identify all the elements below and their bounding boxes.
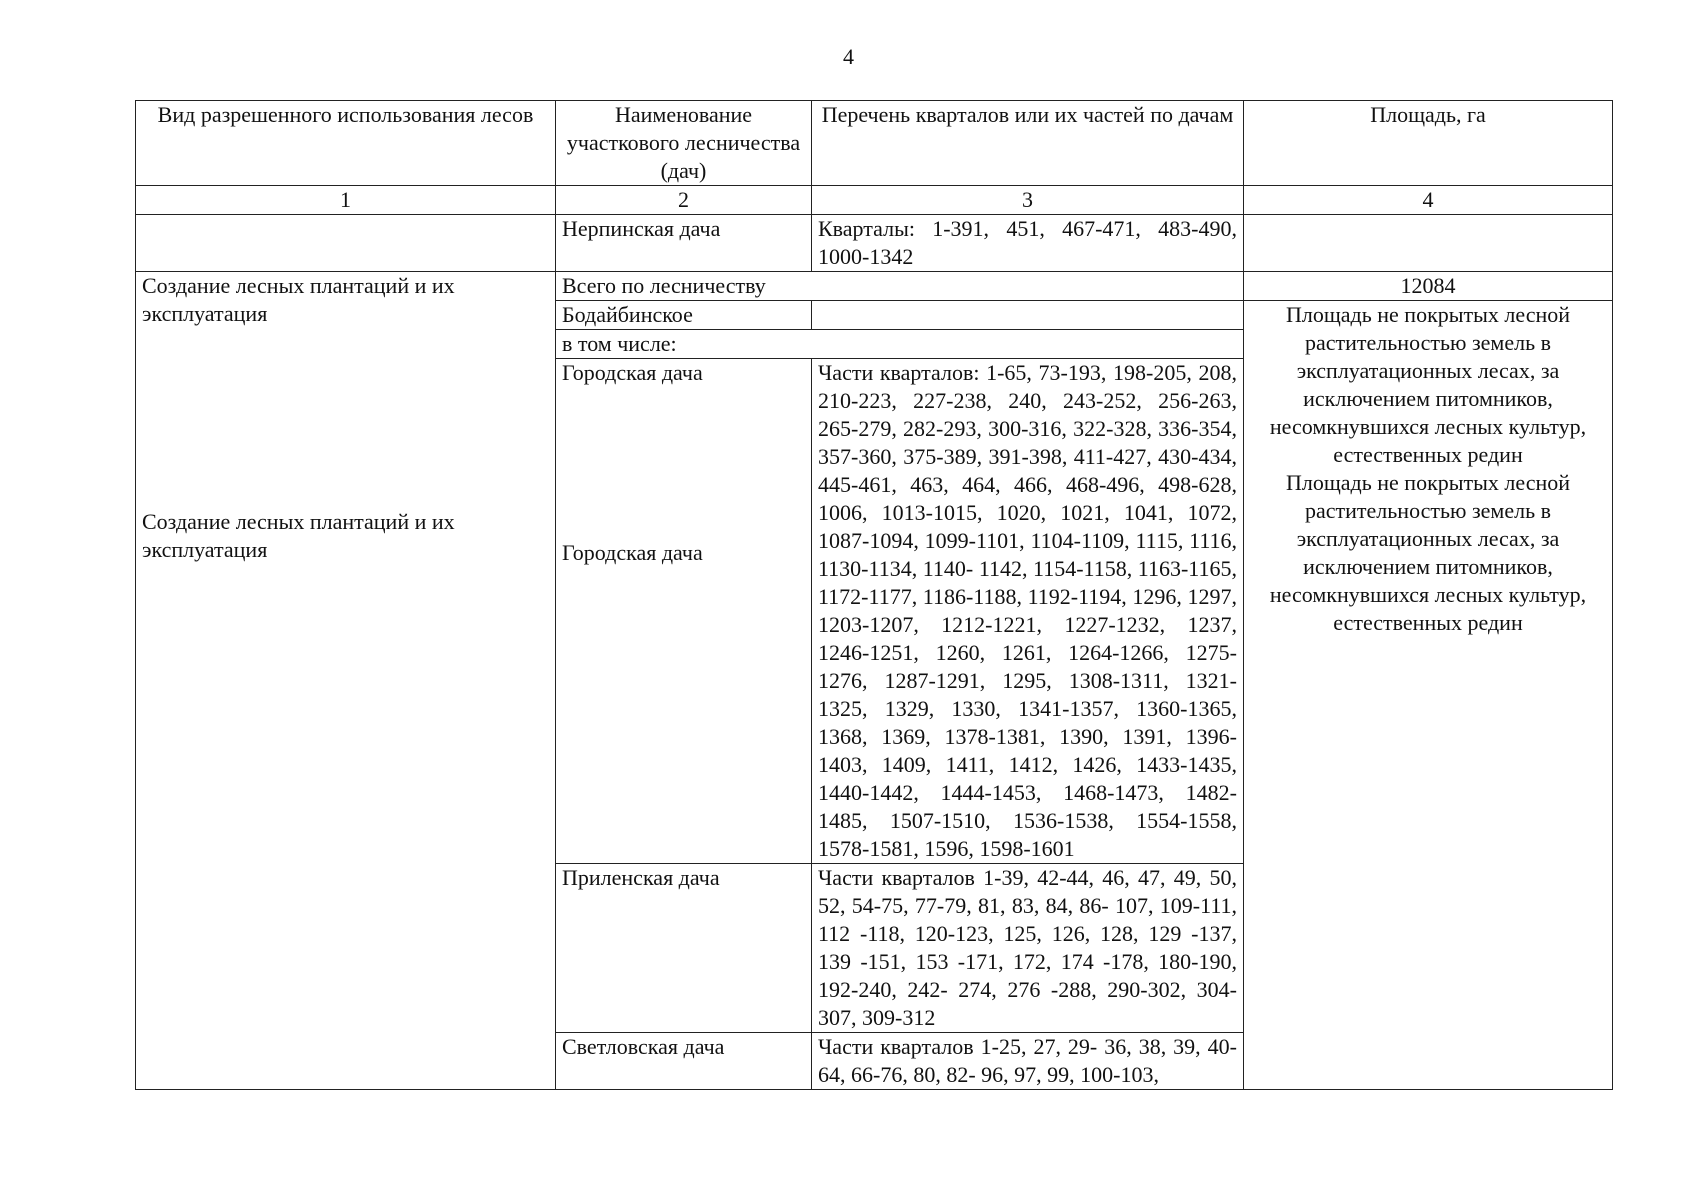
dacha-name-nerpinskaya: Нерпинская дача	[556, 215, 812, 272]
header-area: Площадь, га	[1244, 101, 1613, 186]
area-note: Площадь не покрытых лесной растительностью земель в эксплуатационных лесах, за исключением питомников, несомкнувшихся лесных культур, естественных редин	[1269, 302, 1587, 467]
total-label: Всего по лесничеству	[556, 272, 1244, 301]
dacha-name: Городская дача	[562, 360, 703, 385]
area-notes-cell	[1244, 301, 1613, 1090]
header-quarters: Перечень кварталов или их частей по дачам	[812, 101, 1244, 186]
column-number-2: 2	[556, 186, 812, 215]
empty-cell	[1244, 215, 1613, 272]
area-note-repeat: Площадь не покрытых лесной растительностью земель в эксплуатационных лесах, за исключением питомников, несомкнувшихся лесных культур, естественных редин	[1269, 470, 1587, 635]
dacha-name-prilenskaya: Приленская дача	[556, 864, 812, 1033]
table-row	[136, 215, 1613, 272]
column-number-3: 3	[812, 186, 1244, 215]
column-number-1: 1	[136, 186, 556, 215]
use-type-cell	[136, 272, 556, 1090]
dacha-name-repeat: Городская дача	[562, 540, 703, 565]
total-value: 12084	[1244, 272, 1613, 301]
use-type-label: Создание лесных плантаций и их эксплуатация	[142, 273, 455, 326]
header-use-type: Вид разрешенного использования лесов	[136, 101, 556, 186]
empty-cell	[136, 215, 556, 272]
quarters-svetlovskaya: Части кварталов 1-25, 27, 29- 36, 38, 39, 40-64, 66-76, 80, 82- 96, 97, 99, 100-103,	[812, 1033, 1244, 1090]
quarters-prilenskaya: Части кварталов 1-39, 42-44, 46, 47, 49, 50, 52, 54-75, 77-79, 81, 83, 84, 86- 107, 109-111, 112 -118, 120-123, 125, 126, 128, 129 -137, 139 -151, 153 -171, 172, 174 -178, 180-190, 192-240, 242- 274, 276 -288, 290-302, 304-307, 309-312	[812, 864, 1244, 1033]
empty-cell	[812, 301, 1244, 330]
column-number-4: 4	[1244, 186, 1613, 215]
header-forestry-name: Наименование участкового лесничества (дач)	[556, 101, 812, 186]
header-row	[136, 101, 1613, 186]
column-numbers-row	[136, 186, 1613, 215]
forest-use-table	[135, 100, 1613, 1090]
dacha-name-svetlovskaya: Светловская дача	[556, 1033, 812, 1090]
forestry-name: Бодайбинское	[556, 301, 812, 330]
including-label: в том числе:	[556, 330, 1244, 359]
table-row	[136, 272, 1613, 301]
quarters-nerpinskaya: Кварталы: 1-391, 451, 467-471, 483-490, 1000-1342	[812, 215, 1244, 272]
quarters-gorodskaya: Части кварталов: 1-65, 73-193, 198-205, 208, 210-223, 227-238, 240, 243-252, 256-263, 265-279, 282-293, 300-316, 322-328, 336-354, 357-360, 375-389, 391-398, 411-427, 430-434, 445-461, 463, 464, 466, 468-496, 498-628, 1006, 1013-1015, 1020, 1021, 1041, 1072, 1087-1094, 1099-1101, 1104-1109, 1115, 1116, 1130-1134, 1140- 1142, 1154-1158, 1163-1165, 1172-1177, 1186-1188, 1192-1194, 1296, 1297, 1203-1207, 1212-1221, 1227-1232, 1237, 1246-1251, 1260, 1261, 1264-1266, 1275-1276, 1287-1291, 1295, 1308-1311, 1321-1325, 1329, 1330, 1341-1357, 1360-1365, 1368, 1369, 1378-1381, 1390, 1391, 1396-1403, 1409, 1411, 1412, 1426, 1433-1435, 1440-1442, 1444-1453, 1468-1473, 1482-1485, 1507-1510, 1536-1538, 1554-1558, 1578-1581, 1596, 1598-1601	[812, 359, 1244, 864]
dacha-name-gorodskaya	[556, 359, 812, 864]
page-number: 4	[843, 44, 854, 69]
use-type-label-repeat: Создание лесных плантаций и их эксплуатация	[142, 509, 455, 562]
